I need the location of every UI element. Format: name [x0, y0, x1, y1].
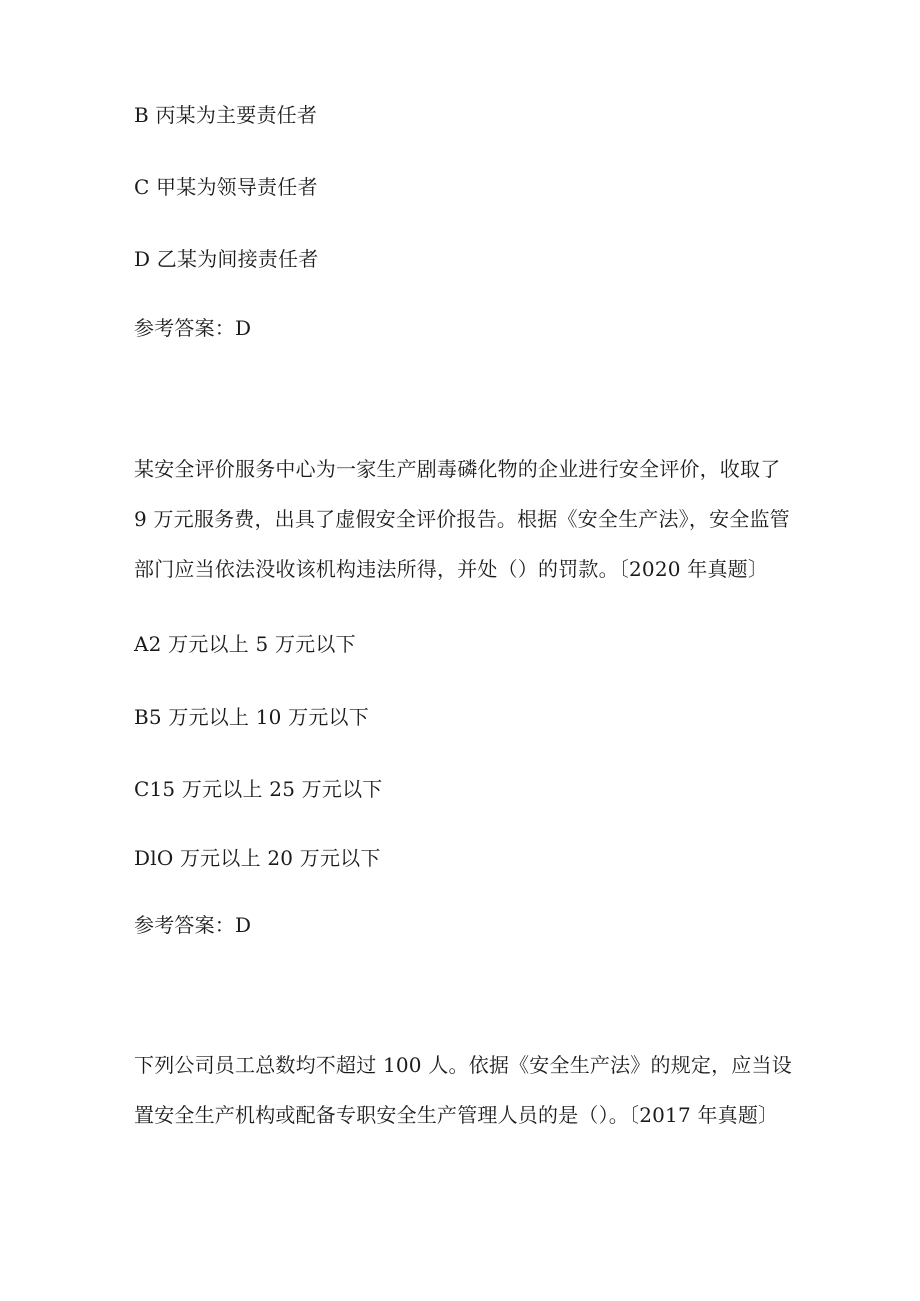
question-stem-line: 某安全评价服务中心为一家生产剧毒磷化物的企业进行安全评价，收取了 [134, 457, 781, 481]
option-a-text: A2 万元以上 5 万元以下 [134, 632, 356, 656]
option-b-text: B5 万元以上 10 万元以下 [134, 705, 369, 729]
question-stem-line: 9 万元服务费，出具了虚假安全评价报告。根据《安全生产法》，安全监管 [134, 507, 790, 531]
option-c-text: C15 万元以上 25 万元以下 [134, 777, 383, 801]
option-b-text: B 丙某为主要责任者 [134, 103, 318, 127]
option-d-text: D 乙某为间接责任者 [134, 247, 319, 271]
question-stem-line: 下列公司员工总数均不超过 100 人。依据《安全生产法》的规定，应当设 [134, 1053, 792, 1077]
answer-text: 参考答案：D [134, 316, 252, 340]
option-c-text: C 甲某为领导责任者 [134, 175, 318, 199]
question-stem-line: 置安全生产机构或配备专职安全生产管理人员的是（）。〔2017 年真题〕 [134, 1103, 779, 1127]
question-stem-line: 部门应当依法没收该机构违法所得，并处（）的罚款。〔2020 年真题〕 [134, 557, 769, 581]
option-d-text: DlO 万元以上 20 万元以下 [134, 846, 381, 870]
answer-text: 参考答案：D [134, 913, 252, 937]
